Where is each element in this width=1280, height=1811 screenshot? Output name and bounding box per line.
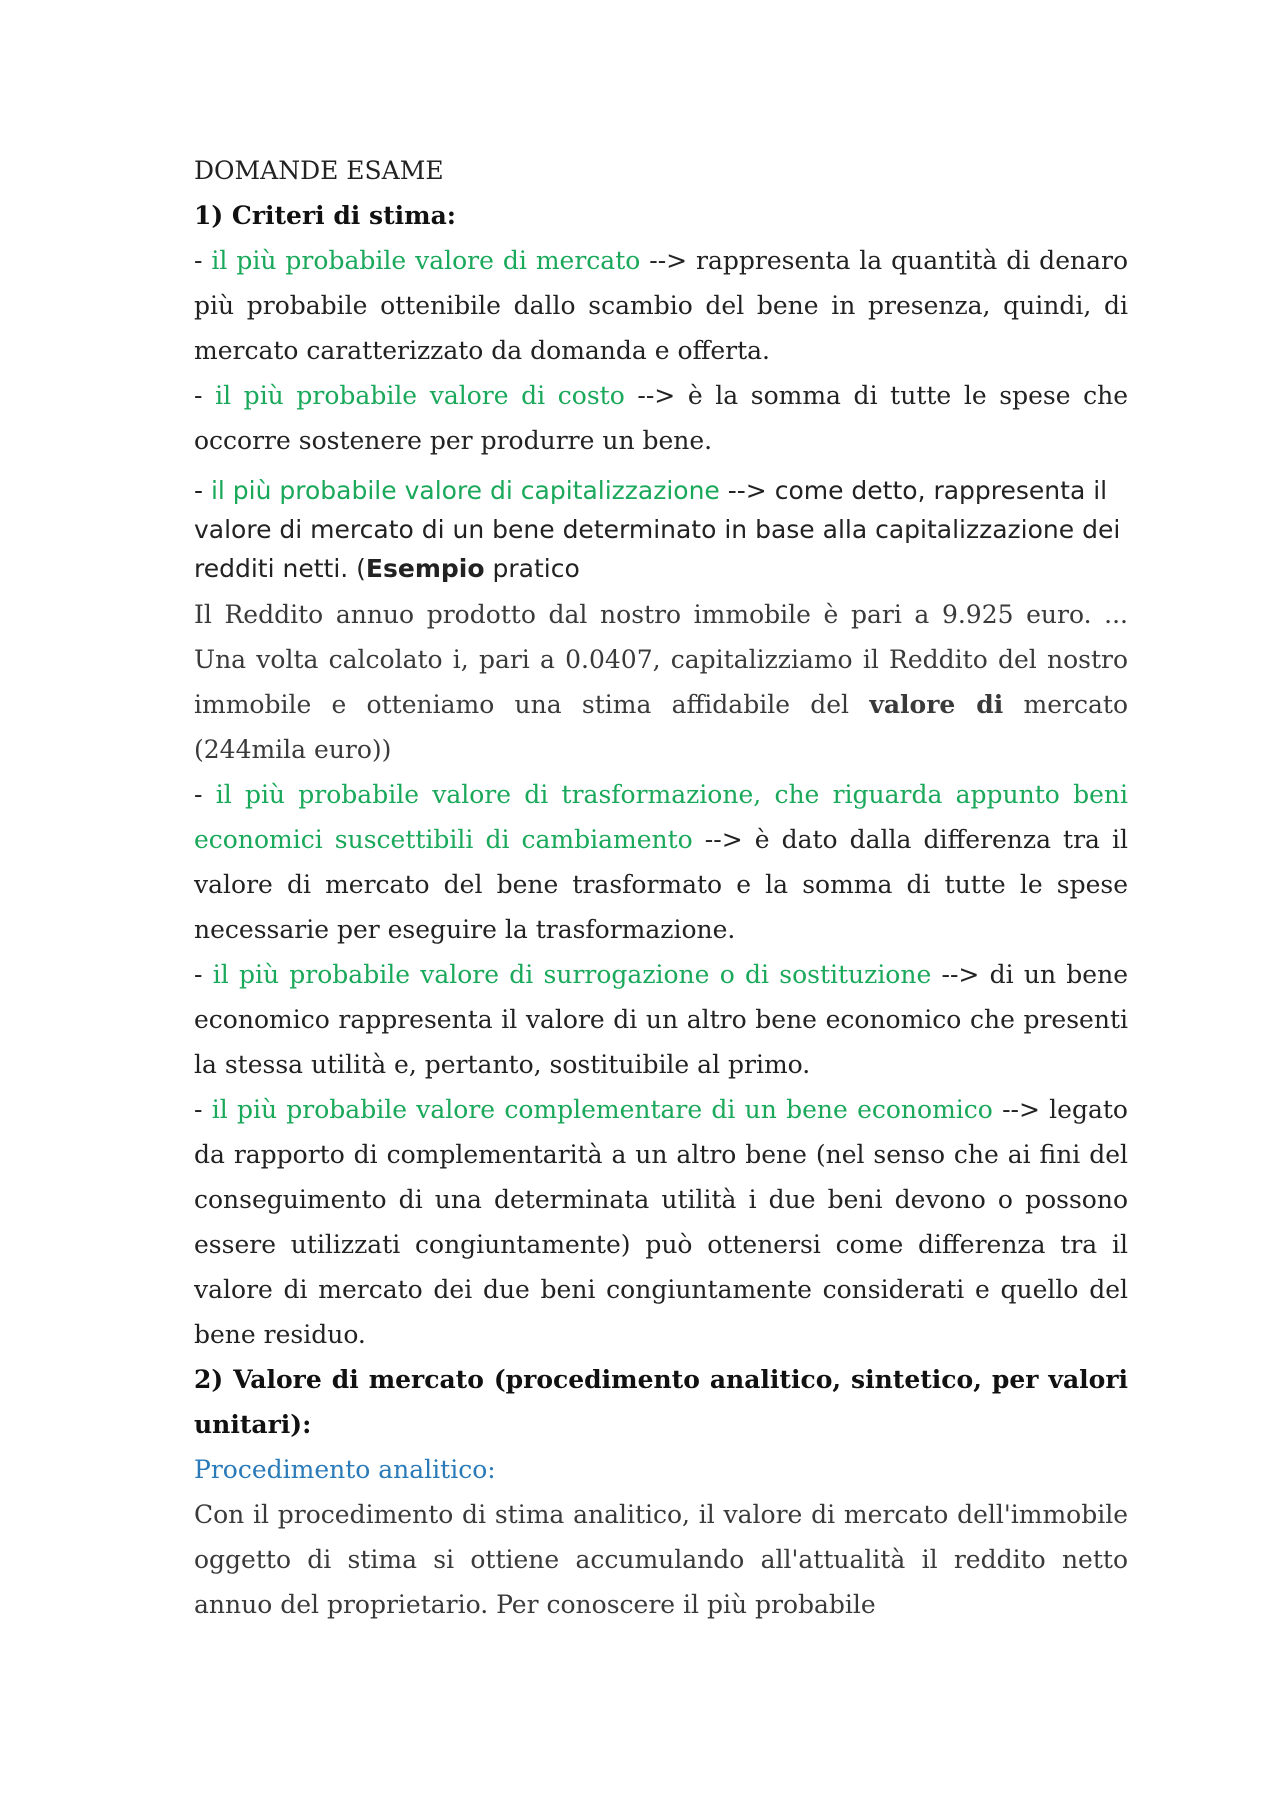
criterion-transformation-value xyxy=(194,772,1128,952)
criterion-prefix: - xyxy=(194,960,213,989)
criterion-body: --> è dato dalla differenza tra il valore di mercato del bene trasformato e la somma di tutte le spese necessarie per eseguire la trasformazione. xyxy=(194,825,1129,944)
criterion-prefix: - xyxy=(194,476,211,505)
example-label-tail: pratico xyxy=(484,554,580,583)
criterion-term: il più probabile valore complementare di un bene economico xyxy=(211,1095,993,1124)
example-label: Esempio xyxy=(365,554,485,583)
criterion-prefix: - xyxy=(194,381,216,410)
capitalization-example xyxy=(194,592,1128,772)
document-title: DOMANDE ESAME xyxy=(194,156,444,185)
criterion-capitalization-value xyxy=(194,471,1128,588)
question-1-heading: 1) Criteri di stima: xyxy=(194,201,456,230)
criterion-body: --> di un bene economico rappresenta il valore di un altro bene economico che presenti la stessa utilità e, pertanto, sostituibile al primo. xyxy=(194,960,1128,1079)
document-page xyxy=(194,148,1128,1627)
criterion-cost-value xyxy=(194,373,1128,463)
criterion-substitution-value xyxy=(194,952,1128,1087)
criterion-prefix: - xyxy=(194,1095,212,1124)
criterion-body: --> come detto, rappresenta il valore di mercato di un bene determinato in base alla capitalizzazione dei redditi netti. ( xyxy=(194,476,1121,583)
criterion-term: il più probabile valore di trasformazione, che riguarda appunto beni economici suscettibili di cambiamento xyxy=(194,780,1128,854)
criterion-term: il più probabile valore di mercato xyxy=(211,246,641,275)
criterion-term: il più probabile valore di surrogazione o di sostituzione xyxy=(212,960,932,989)
criterion-term: il più probabile valore di capitalizzazione xyxy=(210,476,720,505)
analytic-procedure-subheading: Procedimento analitico: xyxy=(194,1455,496,1484)
criterion-term: il più probabile valore di costo xyxy=(215,381,625,410)
example-text: Il Reddito annuo prodotto dal nostro immobile è pari a 9.925 euro. ... Una volta calcolato i, pari a 0.0407, capitalizziamo il Reddito del nostro immobile e otteniamo una stima affidabile del xyxy=(194,600,1128,719)
criterion-body: --> legato da rapporto di complementarità a un altro bene (nel senso che ai fini del conseguimento di una determinata utilità i due beni devono o possono essere utilizzati congiuntamente) può ottenersi come differenza tra il valore di mercato dei due beni congiuntamente considerati e quello del bene residuo. xyxy=(194,1095,1128,1349)
criterion-body: --> rappresenta la quantità di denaro più probabile ottenibile dallo scambio del bene in presenza, quindi, di mercato caratterizzato da domanda e offerta. xyxy=(194,246,1128,365)
criterion-market-value xyxy=(194,238,1128,373)
example-text-end: mercato (244mila euro)) xyxy=(194,690,1128,764)
analytic-procedure-paragraph: Con il procedimento di stima analitico, il valore di mercato dell'immobile oggetto di stima si ottiene accumulando all'attualità il reddito netto annuo del proprietario. Per conoscere il più probabile xyxy=(194,1500,1128,1619)
criterion-prefix: - xyxy=(194,246,212,275)
criterion-complementary-value xyxy=(194,1087,1128,1357)
question-2-heading: 2) Valore di mercato (procedimento analitico, sintetico, per valori unitari): xyxy=(194,1365,1128,1439)
criterion-prefix: - xyxy=(194,780,216,809)
criterion-body: --> è la somma di tutte le spese che occorre sostenere per produrre un bene. xyxy=(194,381,1128,455)
example-bold-text: valore di xyxy=(869,690,1004,719)
